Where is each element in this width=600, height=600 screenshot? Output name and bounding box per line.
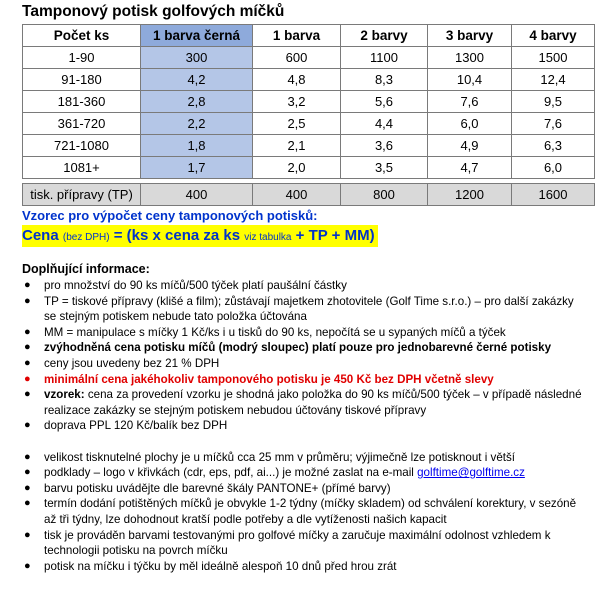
price-table bbox=[22, 24, 595, 206]
formula-label: Vzorec pro výpočet ceny tamponových potisků: bbox=[22, 208, 318, 223]
table-cell: 1600 bbox=[512, 184, 595, 206]
bullet-icon: ● bbox=[24, 450, 31, 463]
table-row bbox=[23, 113, 595, 135]
formula-tail: + TP + MM) bbox=[295, 227, 375, 244]
info-item bbox=[22, 528, 582, 559]
table-cell: 3,6 bbox=[341, 135, 428, 157]
table-row bbox=[23, 47, 595, 69]
table-cell: 4,9 bbox=[428, 135, 512, 157]
bullet-icon: ● bbox=[24, 356, 31, 369]
formula-cena: Cena bbox=[22, 227, 59, 244]
info-item-text: velikost tisknutelné plochy je u míčků cca 25 mm v průměru; výjimečně lze potisknout i větší bbox=[44, 450, 516, 464]
table-cell: 8,3 bbox=[341, 69, 428, 91]
table-cell: 600 bbox=[253, 47, 341, 69]
bullet-icon: ● bbox=[24, 497, 31, 510]
table-cell: 3 barvy bbox=[428, 25, 512, 47]
table-cell: 4,7 bbox=[428, 157, 512, 179]
info-heading: Doplňující informace: bbox=[22, 262, 150, 276]
table-row bbox=[23, 91, 595, 113]
info-item-text: termín dodání potištěných míčků je obvykle 1-2 týdny (míčky skladem) od schválení korektury, v sezóně až tři týdny, lze dohodnout kratší podle potřeby a dle vytíženosti našich kapacit bbox=[44, 497, 577, 526]
bullet-icon: ● bbox=[24, 528, 31, 541]
table-tp-row bbox=[23, 184, 595, 206]
info-item-text: ceny jsou uvedeny bez 21 % DPH bbox=[44, 356, 220, 370]
table-cell: 4,4 bbox=[341, 113, 428, 135]
info-item bbox=[22, 356, 582, 372]
table-header-row bbox=[23, 25, 595, 47]
info-item bbox=[22, 387, 582, 418]
info-item-text: potisk na míčku i týčku by měl ideálně alespoň 10 dnů před hrou zrát bbox=[44, 559, 397, 573]
page-title: Tamponový potisk golfových míčků bbox=[22, 3, 285, 20]
bullet-icon: ● bbox=[24, 466, 31, 479]
table-cell: 2,8 bbox=[141, 91, 253, 113]
info-item-text: zvýhodněná cena potisku míčů (modrý sloupec) platí pouze pro jednobarevné černé potisky bbox=[44, 341, 552, 355]
table-cell: 2,2 bbox=[141, 113, 253, 135]
info-item bbox=[22, 559, 582, 575]
bullet-icon: ● bbox=[24, 279, 31, 291]
table-cell: Počet ks bbox=[23, 25, 141, 47]
bullet-icon: ● bbox=[24, 294, 31, 307]
table-cell: 3,2 bbox=[253, 91, 341, 113]
info-item-text: pro množství do 90 ks míčů/500 týček platí paušální částky bbox=[44, 279, 347, 292]
info-item bbox=[22, 325, 582, 341]
table-cell: 1300 bbox=[428, 47, 512, 69]
bullet-icon: ● bbox=[24, 481, 31, 494]
table-cell: 1500 bbox=[512, 47, 595, 69]
bullet-icon: ● bbox=[24, 559, 31, 572]
table-cell: 1081+ bbox=[23, 157, 141, 179]
table-cell: 1,8 bbox=[141, 135, 253, 157]
table-cell: 800 bbox=[341, 184, 428, 206]
table-cell: 400 bbox=[253, 184, 341, 206]
info-item-text: barvu potisku uvádějte dle barevné škály PANTONE+ (přímé barvy) bbox=[44, 481, 391, 495]
info-item bbox=[22, 372, 582, 388]
table-cell: 4,8 bbox=[253, 69, 341, 91]
email-link[interactable]: golftime@golftime.cz bbox=[417, 466, 525, 480]
info-item-text: doprava PPL 120 Kč/balík bez DPH bbox=[44, 419, 228, 433]
info-item bbox=[22, 418, 582, 434]
table-cell: 361-720 bbox=[23, 113, 141, 135]
info-list bbox=[22, 278, 582, 574]
info-item bbox=[22, 278, 582, 294]
bullet-icon: ● bbox=[24, 372, 31, 385]
info-item bbox=[22, 294, 582, 325]
info-item-lead: vzorek: bbox=[44, 388, 85, 402]
table-cell: 3,5 bbox=[341, 157, 428, 179]
formula-viz: viz tabulka bbox=[244, 232, 292, 243]
info-item-text: MM = manipulace s míčky 1 Kč/ks i u tisků do 90 ks, nepočítá se u sypaných míčů a týček bbox=[44, 325, 506, 339]
table-cell: 6,0 bbox=[428, 113, 512, 135]
bullet-icon: ● bbox=[24, 341, 31, 354]
table-cell: 91-180 bbox=[23, 69, 141, 91]
table-cell: 181-360 bbox=[23, 91, 141, 113]
info-item bbox=[22, 465, 582, 481]
table-cell: 1,7 bbox=[141, 157, 253, 179]
info-item bbox=[22, 434, 582, 450]
table-cell: 9,5 bbox=[512, 91, 595, 113]
formula-bez-dph: (bez DPH) bbox=[62, 232, 110, 243]
bullet-icon: ● bbox=[24, 419, 31, 432]
table-cell: 7,6 bbox=[512, 113, 595, 135]
table-cell: 721-1080 bbox=[23, 135, 141, 157]
info-item-text: TP = tiskové přípravy (klišé a film); zůstávají majetkem zhotovitele (Golf Time s.r.o.) – pro další zakázky se stejným potiskem nebude tato položka účtována bbox=[44, 294, 574, 324]
table-cell: 7,6 bbox=[428, 91, 512, 113]
table-cell: 12,4 bbox=[512, 69, 595, 91]
formula bbox=[22, 225, 378, 247]
table-cell: 4 barvy bbox=[512, 25, 595, 47]
info-item-text: podklady – logo v křivkách (cdr, eps, pdf, ai...) je možné zaslat na e-mail bbox=[44, 466, 418, 480]
table-row bbox=[23, 135, 595, 157]
info-item bbox=[22, 450, 582, 466]
table-cell: 1100 bbox=[341, 47, 428, 69]
table-cell: 1-90 bbox=[23, 47, 141, 69]
table-cell: 6,0 bbox=[512, 157, 595, 179]
table-cell: 1 barva bbox=[253, 25, 341, 47]
info-item-text: cena za provedení vzorku je shodná jako položka do 90 ks míčů/500 týček – v případě následné realizace zakázky se stejným potiskem nebudou účtovány tiskové přípravy bbox=[44, 388, 582, 417]
info-item bbox=[22, 481, 582, 497]
bullet-icon: ● bbox=[24, 325, 31, 338]
table-cell: 400 bbox=[141, 184, 253, 206]
info-item-text: tisk je prováděn barvami testovanými pro golfové míčky a zaručuje maximální odolnost vzhledem k technologii potisku na povrch míčku bbox=[44, 528, 551, 558]
table-cell: 2 barvy bbox=[341, 25, 428, 47]
formula-main: = (ks x cena za ks bbox=[113, 227, 241, 244]
info-item-text: minimální cena jakéhokoliv tamponového potisku je 450 Kč bez DPH včetně slevy bbox=[44, 372, 494, 386]
info-item bbox=[22, 340, 582, 356]
table-cell: 2,5 bbox=[253, 113, 341, 135]
table-cell: 6,3 bbox=[512, 135, 595, 157]
table-cell: 10,4 bbox=[428, 69, 512, 91]
table-cell: 4,2 bbox=[141, 69, 253, 91]
table-row bbox=[23, 69, 595, 91]
table-cell: 1200 bbox=[428, 184, 512, 206]
table-cell: 300 bbox=[141, 47, 253, 69]
bullet-icon: ● bbox=[24, 388, 31, 401]
table-cell: tisk. přípravy (TP) bbox=[23, 184, 141, 206]
info-item bbox=[22, 496, 582, 527]
table-cell: 2,1 bbox=[253, 135, 341, 157]
table-cell: 1 barva černá bbox=[141, 25, 253, 47]
table-cell: 5,6 bbox=[341, 91, 428, 113]
table-row bbox=[23, 157, 595, 179]
table-cell: 2,0 bbox=[253, 157, 341, 179]
